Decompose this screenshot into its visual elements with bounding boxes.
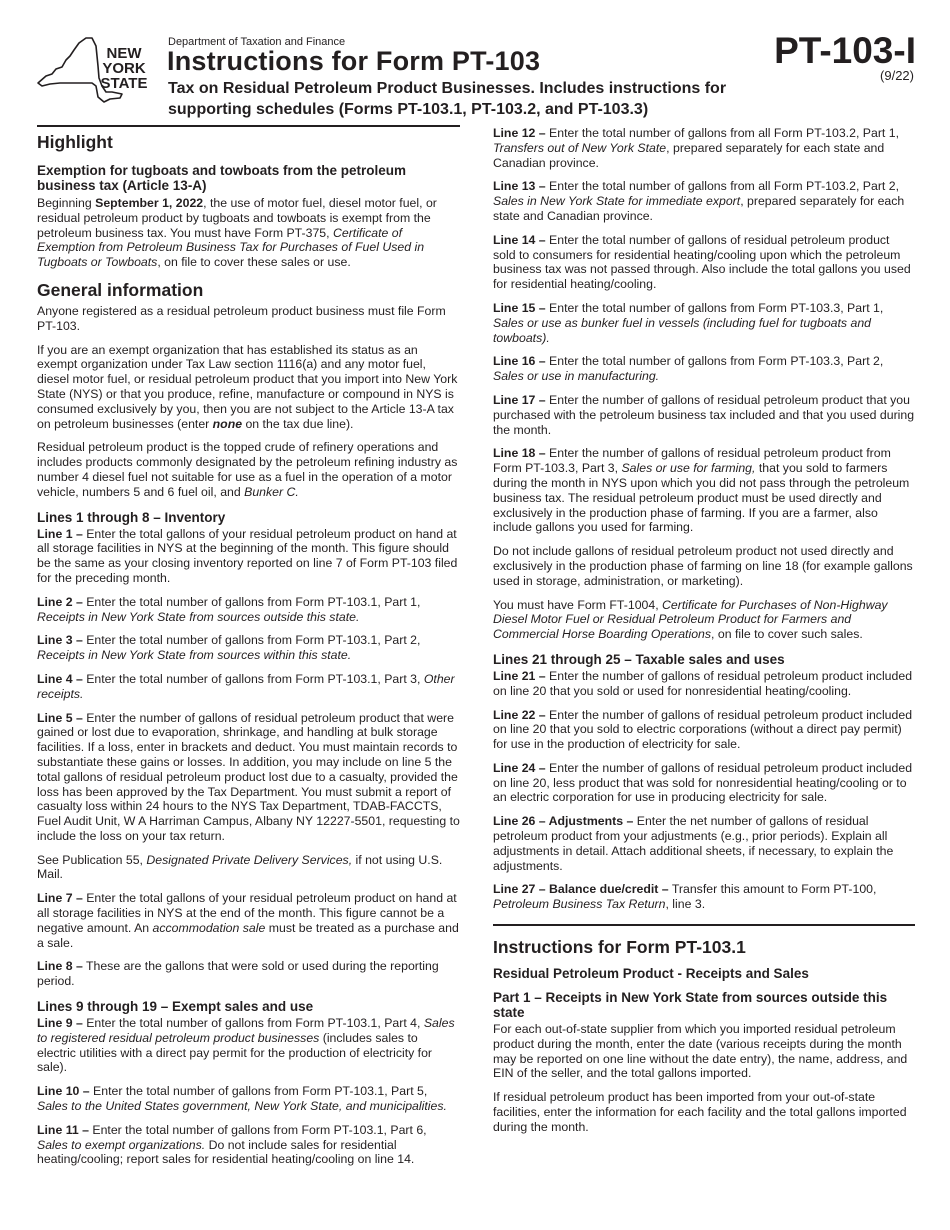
logo-text-york: YORK xyxy=(102,60,146,77)
part-1-heading: Part 1 – Receipts in New York State from sources outside this state xyxy=(493,990,888,1021)
line-18-instruction: Line 18 – Enter the number of gallons of residual petroleum product from Form PT-103.3, Part 3, Sales or use for farming, that you sold to farmers during the month in NYS upon which you did not pass through the petroleum business tax. The residual petroleum product must be used directly and exclusively in the production phase of farming. If you are a farmer, also include gallons you used for farming. xyxy=(493,446,910,535)
line-1-instruction: Line 1 – Enter the total gallons of your residual petroleum product on hand at all storage facilities in NYS at the beginning of the month. This figure should be the same as your closing inventory reported on line 7 of Form PT-103 filed for the preceding month. xyxy=(37,526,458,585)
line-9-instruction: Line 9 – Enter the total number of gallons from Form PT-103.1, Part 4, Sales to registered residual petroleum product businesses (includes sales to electric utilities with a direct pay permit for the production of electricity for sale). xyxy=(37,1016,455,1075)
left-column xyxy=(37,126,460,1176)
pt-103-1-heading: Instructions for Form PT-103.1 xyxy=(493,937,746,958)
general-paragraph-3: Residual petroleum product is the topped crude of refinery operations and includes products commonly designated by the petroleum refining industry as number 4 diesel fuel not suitable for use as a fuel in the operation of a motor vehicle, numbers 5 and 6 fuel oil, and Bunker C. xyxy=(37,440,458,499)
line-26-instruction: Line 26 – Adjustments – Enter the net number of gallons of residual petroleum product from your adjustments (e.g., prior periods). Explain all adjustments in detail. Attach additional sheets, if necessary, to explain the adjustments. xyxy=(493,814,894,873)
publication-55-note: See Publication 55, Designated Private Delivery Services, if not using U.S. Mail. xyxy=(37,852,443,882)
section-divider xyxy=(493,924,915,926)
page-subtitle: Tax on Residual Petroleum Product Businesses. Includes instructions for supporting schedules (Forms PT-103.1, PT-103.2, and PT-103.3) xyxy=(168,80,727,118)
part-1-paragraph-1: For each out-of-state supplier from which you imported residual petroleum product during the month, enter the date (various receipts during the month may be reported on one line without the date entry), the name, address, and EIN of the seller, and the total gallons imported. xyxy=(493,1022,908,1081)
exemption-paragraph: Beginning September 1, 2022, the use of motor fuel, diesel motor fuel, or residual petroleum product by tugboats and towboats is exempt from the petroleum business tax. You must have Form PT-375, Certificate of Exemption from Petroleum Business Tax for Purchases of Fuel Used in Tugboats or Towboats, on file to cover these sales or use. xyxy=(37,196,437,270)
right-column xyxy=(493,126,915,1144)
new-york-state-logo xyxy=(36,36,148,106)
form-code: PT-103-I xyxy=(774,30,916,71)
line-16-instruction: Line 16 – Enter the total number of gallons from Form PT-103.3, Part 2, Sales or use in manufacturing. xyxy=(493,354,884,384)
revision-date: (9/22) xyxy=(880,68,914,83)
line-2-instruction: Line 2 – Enter the total number of gallons from Form PT-103.1, Part 1, Receipts in New York State from sources outside this state. xyxy=(37,594,421,624)
general-paragraph-1: Anyone registered as a residual petroleum product business must file Form PT-103. xyxy=(37,303,446,333)
line-21-instruction: Line 21 – Enter the number of gallons of residual petroleum product included on line 20 that you sold or used for nonresidential heating/cooling. xyxy=(493,668,913,698)
line-27-instruction: Line 27 – Balance due/credit – Transfer this amount to Form PT-100, Petroleum Business Tax Return, line 3. xyxy=(493,882,877,912)
line-12-instruction: Line 12 – Enter the total number of gallons from all Form PT-103.2, Part 1, Transfers out of New York State, prepared separately for each state and Canadian province. xyxy=(493,126,899,170)
line-4-instruction: Line 4 – Enter the total number of gallons from Form PT-103.1, Part 3, Other receipts. xyxy=(37,671,455,701)
line-8-instruction: Line 8 – These are the gallons that were sold or used during the reporting period. xyxy=(37,959,439,989)
lines-1-8-heading: Lines 1 through 8 – Inventory xyxy=(37,509,226,525)
general-paragraph-2: If you are an exempt organization that has established its status as an exempt organization under Tax Law section 1116(a) and any motor fuel, diesel motor fuel, or residual petroleum product that you import into New York State (NYS) or that you produce, refine, manufacture or compound in NYS is consumed exclusively by you, then you are not subject to the Article 13-A tax on petroleum businesses (enter none on the tax due line). xyxy=(37,342,458,431)
lines-21-25-heading: Lines 21 through 25 – Taxable sales and uses xyxy=(493,651,785,667)
lines-9-19-heading: Lines 9 through 19 – Exempt sales and use xyxy=(37,999,314,1015)
line-3-instruction: Line 3 – Enter the total number of gallons from Form PT-103.1, Part 2, Receipts in New York State from sources within this state. xyxy=(37,633,421,663)
line-17-instruction: Line 17 – Enter the number of gallons of residual petroleum product that you purchased with the petroleum business tax included and that you used during the month. xyxy=(493,392,915,437)
highlight-heading: Highlight xyxy=(37,132,113,152)
line-14-instruction: Line 14 – Enter the total number of gallons of residual petroleum product sold to consumers for residential heating/cooling upon which the petroleum business tax was not passed through. Also include the total gallons you used for residential heating/cooling. xyxy=(493,232,911,292)
form-ft1004-note: You must have Form FT-1004, Certificate for Purchases of Non-Highway Diesel Motor Fuel or Residual Petroleum Product for Farmers and Commercial Horse Boarding Operations, on file to cover such sales. xyxy=(493,597,888,642)
line-13-instruction: Line 13 – Enter the total number of gallons from all Form PT-103.2, Part 2, Sales in New York State for immediate export, prepared separately for each state and Canadian province. xyxy=(493,179,905,223)
exemption-heading: Exemption for tugboats and towboats from the petroleum business tax (Article 13-A) xyxy=(37,163,407,193)
line-22-instruction: Line 22 – Enter the number of gallons of residual petroleum product included on line 20 that you sold to electric corporations (without a direct pay permit) for use in the production of electricity for sale. xyxy=(493,707,913,752)
page-title: Instructions for Form PT-103 xyxy=(167,46,541,76)
line-7-instruction: Line 7 – Enter the total gallons of your residual petroleum product on hand at all storage facilities in NYS at the end of the month. This figure cannot be a negative amount. An accommodation sale must be treated as a purchase and a sale. xyxy=(37,891,459,950)
line-24-instruction: Line 24 – Enter the number of gallons of residual petroleum product included on line 20, less product that was sold for nonresidential heating/cooling or to an electric corporation for use in producing electricity for sale. xyxy=(493,760,913,805)
logo-text-new: NEW xyxy=(106,45,142,62)
pt-103-1-subheading: Residual Petroleum Product - Receipts and Sales xyxy=(493,966,809,982)
department-name: Department of Taxation and Finance xyxy=(168,36,346,48)
general-information-heading: General information xyxy=(37,279,204,300)
part-1-paragraph-2: If residual petroleum product has been imported from your out-of-state facilities, enter the information for each facility and the total gallons imported during the month. xyxy=(493,1090,907,1134)
line-15-instruction: Line 15 – Enter the total number of gallons from Form PT-103.3, Part 1, Sales or use as bunker fuel in vessels (including fuel for tugboats and towboats). xyxy=(493,300,884,345)
logo-text-state: STATE xyxy=(100,75,148,92)
page-header xyxy=(0,0,950,125)
line-5-instruction: Line 5 – Enter the number of gallons of residual petroleum product that were gained or lost due to evaporation, shrinkage, and handling at bulk storage facilities. If a loss, enter in brackets and deduct. You must maintain records to substantiate these gains or losses. In addition, you may include on line 5 the total gallons of residual petroleum product lost due to a casualty, provided the loss has been approved by the Tax Department. You must submit a report of casualty loss within 24 hours to the NYS Tax Department, TDAB-FACCTS, Fuel Audit Unit, W A Harriman Campus, Albany NY 12227-5501, requesting to include the loss on your tax return. xyxy=(37,710,460,843)
line-11-instruction: Line 11 – Enter the total number of gallons from Form PT-103.1, Part 6, Sales to exempt organizations. Do not include sales for residential heating/cooling; report sales for residential heating/cooling on line 14. xyxy=(37,1122,427,1167)
line-10-instruction: Line 10 – Enter the total number of gallons from Form PT-103.1, Part 5, Sales to the United States government, New York State, and municipalities. xyxy=(37,1084,447,1114)
farming-note: Do not include gallons of residual petroleum product not used directly and exclusively in the production phase of farming on line 18 (for example gallons used in storage, administration, or marketing). xyxy=(493,544,913,588)
